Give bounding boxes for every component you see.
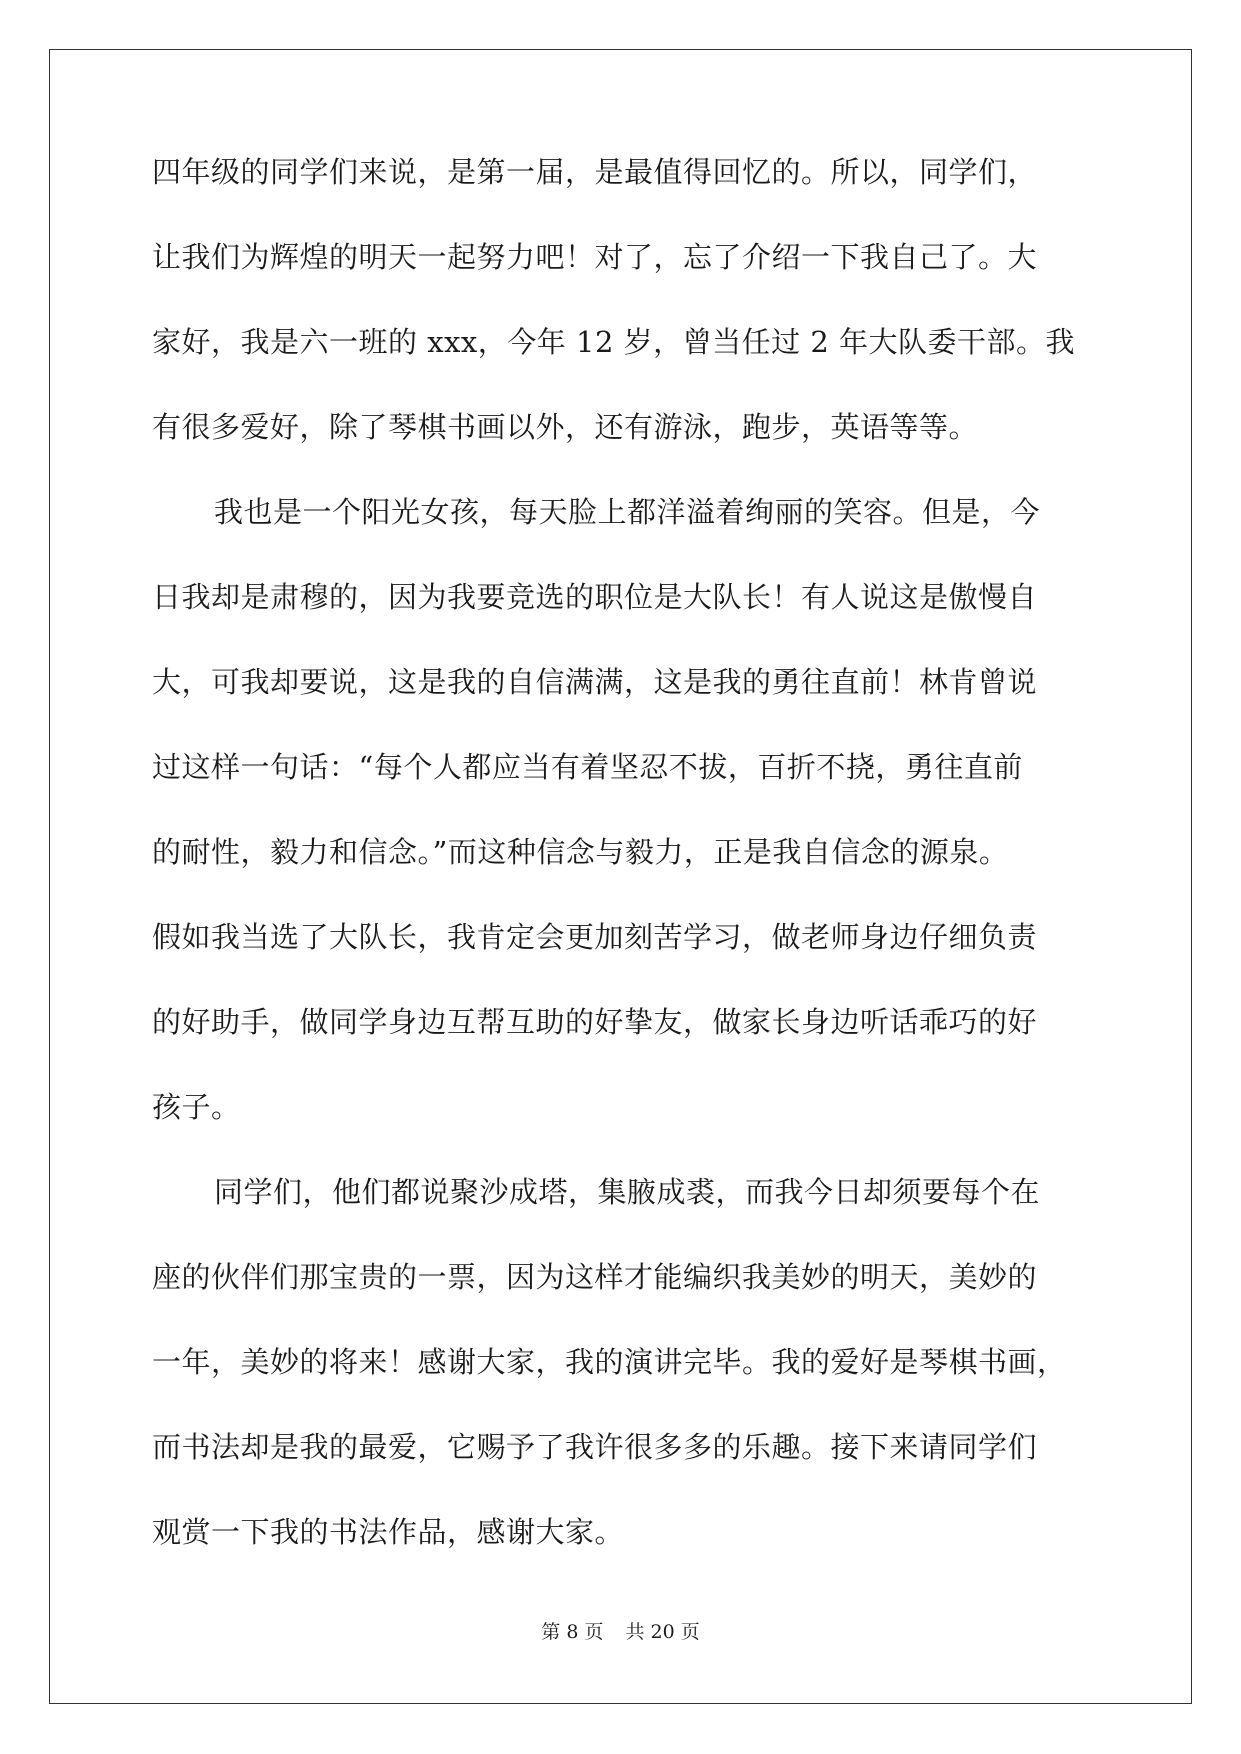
text-line: 的耐性，毅力和信念。”而这种信念与毅力，正是我自信念的源泉。 bbox=[152, 835, 1009, 869]
document-body bbox=[152, 152, 1092, 1597]
text-line: 假如我当选了大队长，我肯定会更加刻苦学习，做老师身边仔细负责 bbox=[152, 920, 1038, 954]
page-footer bbox=[0, 1620, 1241, 1644]
page-number: 第 8 页 bbox=[541, 1621, 604, 1643]
text-line: 一年，美妙的将来！感谢大家，我的演讲完毕。我的爱好是琴棋书画， bbox=[152, 1345, 1067, 1379]
text-line: 过这样一句话：“每个人都应当有着坚忍不拔，百折不挠，勇往直前 bbox=[152, 750, 1023, 784]
text-line: 的好助手，做同学身边互帮互助的好挚友，做家长身边听话乖巧的好 bbox=[152, 1005, 1038, 1039]
text-line: 让我们为辉煌的明天一起努力吧！对了，忘了介绍一下我自己了。大 bbox=[152, 240, 1038, 274]
text-line: 家好，我是六一班的 xxx，今年 12 岁，曾当任过 2 年大队委干部。我 bbox=[152, 325, 1076, 359]
page-total: 共 20 页 bbox=[625, 1621, 700, 1643]
text-line: 日我却是肃穆的，因为我要竞选的职位是大队长！有人说这是傲慢自 bbox=[152, 580, 1038, 614]
text-line: 而书法却是我的最爱，它赐予了我许很多多的乐趣。接下来请同学们 bbox=[152, 1430, 1038, 1464]
text-line: 四年级的同学们来说，是第一届，是最值得回忆的。所以，同学们， bbox=[152, 155, 1038, 189]
text-line: 有很多爱好，除了琴棋书画以外，还有游泳，跑步，英语等等。 bbox=[152, 410, 979, 444]
text-line: 观赏一下我的书法作品，感谢大家。 bbox=[152, 1515, 625, 1549]
text-line: 孩子。 bbox=[152, 1090, 241, 1124]
paragraph-start-line: 我也是一个阳光女孩，每天脸上都洋溢着绚丽的笑容。但是，今 bbox=[214, 495, 1041, 529]
text-line: 大，可我却要说，这是我的自信满满，这是我的勇往直前！林肯曾说 bbox=[152, 665, 1038, 699]
text-line: 座的伙伴们那宝贵的一票，因为这样才能编织我美妙的明天，美妙的 bbox=[152, 1260, 1038, 1294]
paragraph-start-line: 同学们，他们都说聚沙成塔，集腋成裘，而我今日却须要每个在 bbox=[214, 1175, 1041, 1209]
